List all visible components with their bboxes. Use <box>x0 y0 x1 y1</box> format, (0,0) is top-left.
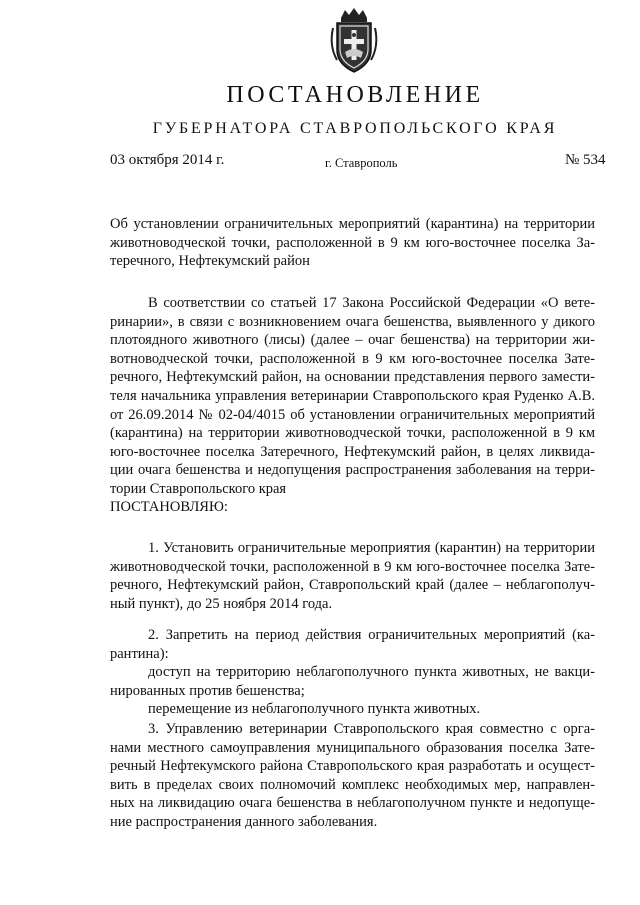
decree-word: ПОСТАНОВЛЯЮ: <box>110 499 228 515</box>
item-2-line: доступ на территорию неблагополучного пункта животных, не вакци- <box>148 664 595 681</box>
preamble-line: В соответствии со статьей 17 Закона Российской Федерации «О вете- <box>148 295 595 311</box>
preamble-line: теля начальника управления ветеринарии Ставропольского края Руденко А.В. <box>110 387 595 404</box>
item-2-paragraph <box>110 626 595 719</box>
heading-line: Об установлении ограничительных мероприятий (карантина) на территории <box>110 216 595 232</box>
item-3-paragraph <box>110 720 595 832</box>
item-1-line: животноводческой точки, расположенной в 9 км юго-восточнее поселка Зате- <box>110 558 595 575</box>
document-heading <box>110 215 595 271</box>
preamble-line: тории Ставропольского края <box>110 480 287 497</box>
document-city: г. Ставрополь <box>325 156 398 170</box>
preamble-line: вотноводческой точки, расположенной в 9 км юго-восточнее поселка Зате- <box>110 350 595 367</box>
coat-of-arms-icon <box>327 6 381 76</box>
document-date: 03 октября 2014 г. <box>110 152 225 168</box>
heading-line: животноводческой точки, расположенной в 9 км юго-восточнее поселка За- <box>110 234 595 251</box>
preamble-line: ции очага бешенства и недопущения распространения заболевания на терри- <box>110 462 595 479</box>
item-3-line: нами местного самоуправления муниципального образования поселка Зате- <box>110 739 595 756</box>
item-2-line: рантина): <box>110 645 169 662</box>
preamble-line: ринарии», в связи с возникновением очага бешенства, выявленного у дикого <box>110 313 595 330</box>
item-3-line: 3. Управлению ветеринарии Ставропольского края совместно с орга- <box>148 721 595 737</box>
item-2-line: 2. Запретить на период действия ограничительных мероприятий (ка- <box>148 627 595 643</box>
document-number: № 534 <box>565 152 606 168</box>
item-3-line: ных на ликвидацию очага бешенства в неблагополучном пункте и недопуще- <box>110 795 595 812</box>
item-3-line: ние распространения данного заболевания. <box>110 813 378 830</box>
item-3-line: речный Нефтекумского района Ставропольского края разработать и осущест- <box>110 758 595 775</box>
item-1-paragraph <box>110 539 595 613</box>
item-3-line: вить в пределах своих полномочий комплекс необходимых мер, направлен- <box>110 776 595 793</box>
preamble-line: (карантина) на территории животноводческой точки, расположенной в 9 км <box>110 425 595 442</box>
item-1-line: ный пункт), до 25 ноября 2014 года. <box>110 595 333 612</box>
preamble-line: плотоядного животного (лисы) (далее – очаг бешенства) на территории жи- <box>110 332 595 349</box>
document-title: ПОСТАНОВЛЕНИЕ <box>226 82 484 108</box>
item-2-line: нированных против бешенства; <box>110 682 305 699</box>
preamble-line: юго-восточнее поселка Затеречного, Нефтекумский район, в целях ликвида- <box>110 443 595 460</box>
preamble-line: от 26.09.2014 № 02-04/4015 об установлении ограничительных мероприятий <box>110 406 595 423</box>
document-subtitle: ГУБЕРНАТОРА СТАВРОПОЛЬСКОГО КРАЯ <box>152 120 558 137</box>
item-1-line: речного, Нефтекумский район, Ставропольский край (далее – неблагополуч- <box>110 577 595 594</box>
preamble-paragraph <box>110 294 595 499</box>
preamble-line: речного, Нефтекумский район, на основании представления первого замести- <box>110 369 595 386</box>
item-2-line: перемещение из неблагополучного пункта животных. <box>148 701 481 718</box>
heading-line: теречного, Нефтекумский район <box>110 253 310 270</box>
item-1-line: 1. Установить ограничительные мероприятия (карантин) на территории <box>148 540 595 556</box>
